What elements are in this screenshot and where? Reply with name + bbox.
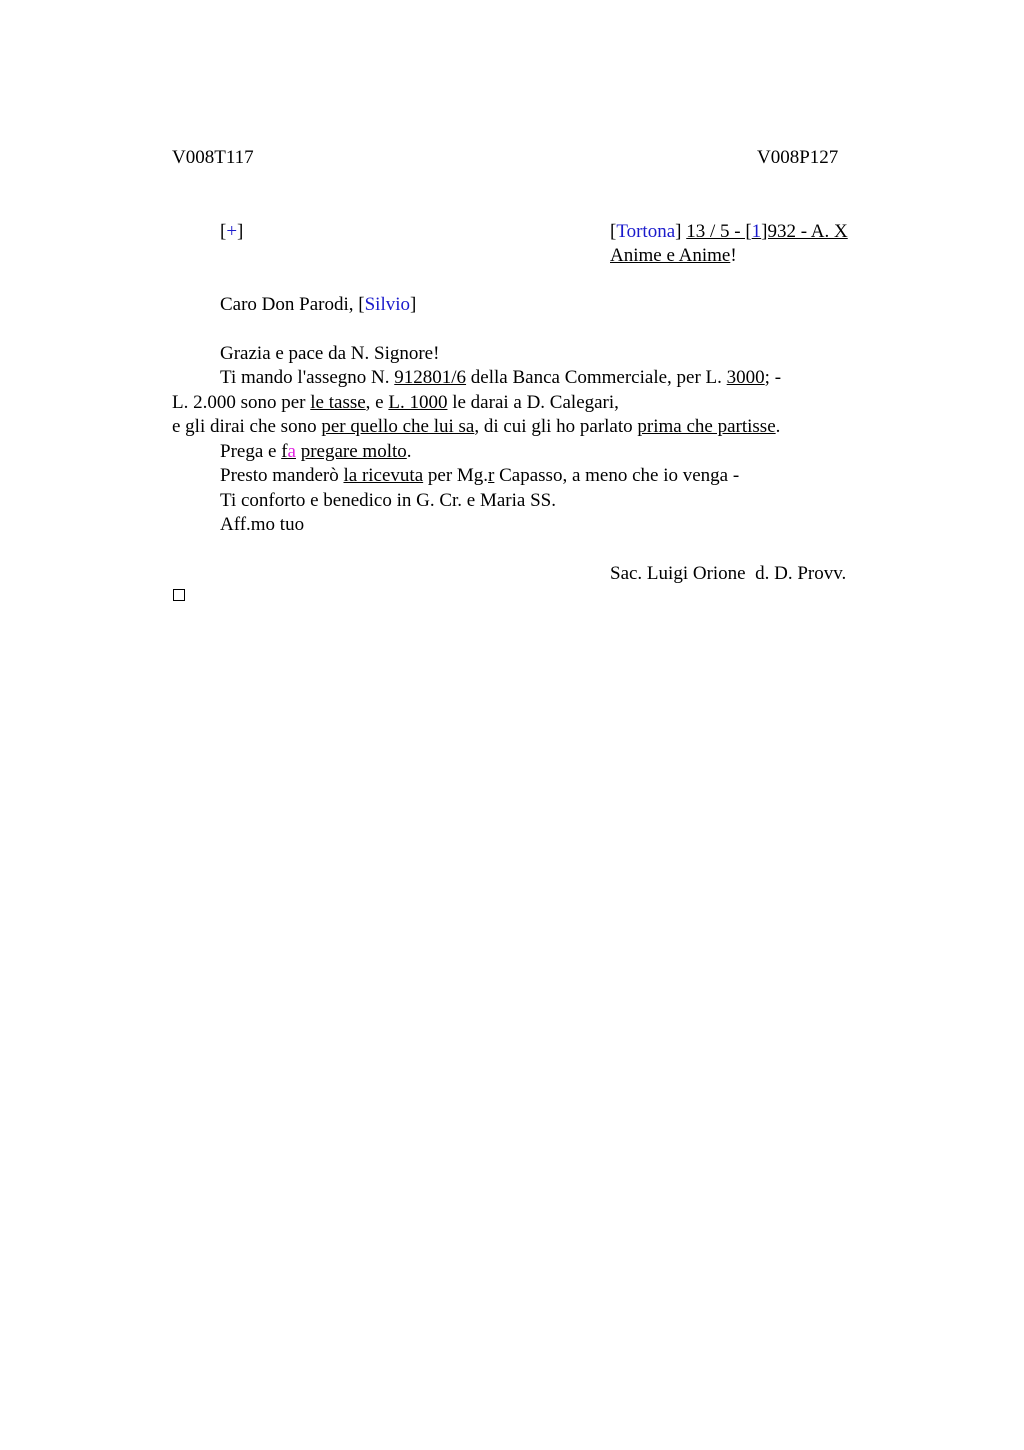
letter-date: 13 / 5 - [1]932 - A. X <box>686 221 848 242</box>
salutation: Caro Don Parodi, [Silvio] <box>220 294 417 315</box>
place-date-line: [Tortona] 13 / 5 - [1]932 - A. X <box>610 221 848 242</box>
recipient-name: Silvio <box>364 294 410 315</box>
body-line-2: Ti mando l'assegno N. 912801/6 della Banca Commerciale, per L. 3000; - <box>220 367 782 388</box>
motto: Anime e Anime! <box>610 245 737 266</box>
signature: Sac. Luigi Orione d. D. Provv. <box>610 563 847 584</box>
checkbox[interactable] <box>173 589 185 601</box>
body-line-7: Ti conforto e benedico in G. Cr. e Maria SS. <box>220 490 556 511</box>
cheque-number: 912801/6 <box>394 367 467 388</box>
body-line-4: e gli dirai che sono per quello che lui sa, di cui gli ho parlato prima che partisse. <box>172 416 781 437</box>
body-line-6: Presto manderò la ricevuta per Mg.r Capasso, a meno che io venga - <box>220 465 740 486</box>
cross-mark: [+] <box>220 221 244 242</box>
closing: Aff.mo tuo <box>220 514 305 535</box>
page-code-right: V008P127 <box>757 147 839 168</box>
document-code-left: V008T117 <box>172 147 254 168</box>
body-line-3: L. 2.000 sono per le tasse, e L. 1000 le darai a D. Calegari, <box>172 392 619 413</box>
cheque-amount: 3000 <box>726 367 765 388</box>
body-line-1: Grazia e pace da N. Signore! <box>220 343 440 364</box>
body-line-5: Prega e fa pregare molto. <box>220 441 412 462</box>
place-name: Tortona <box>616 221 676 242</box>
